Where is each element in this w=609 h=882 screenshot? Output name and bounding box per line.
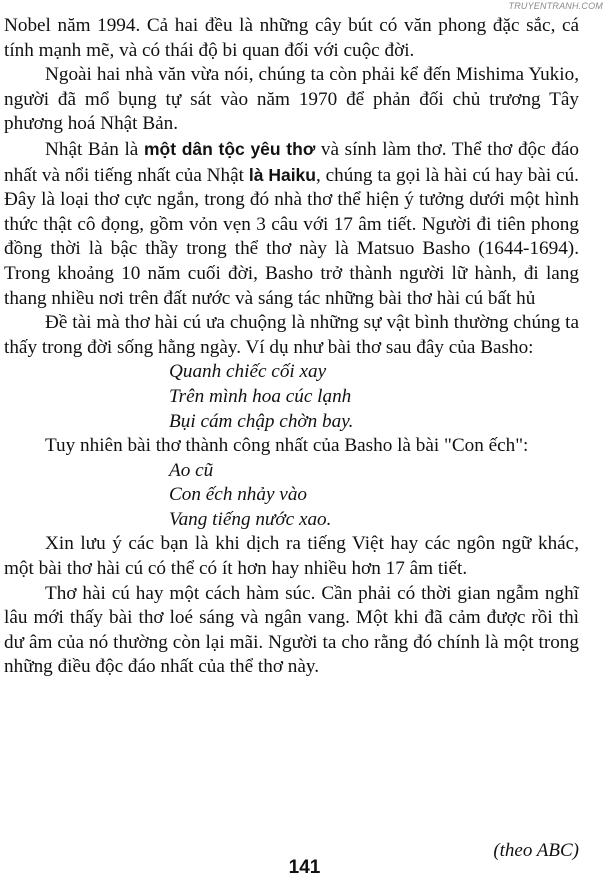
source-citation: (theo ABC) bbox=[493, 840, 579, 861]
poem-con-ech bbox=[169, 459, 579, 533]
paragraph-3-part-e: , chúng ta gọi là hài cú hay bài cú. Đây là loại thơ cực ngắn, trong đó nhà thơ thể hiện ý tưởng dưới một hình thức thật cô đọng, gồm vỏn vẹn 3 câu với 17 âm tiết. Người đi tiên phong đồng thời là bậc thầy trong thể thơ này là Matsuo Basho (1644-1694). Trong khoảng 10 năm cuối đời, Basho trở thành người lữ hành, đi lang thang nhiều nơi trên đất nước và sáng tác những bài thơ hài cú bất hủ bbox=[4, 164, 579, 309]
bold-phrase-dan-toc-yeu-tho: một dân tộc yêu thơ bbox=[143, 138, 316, 159]
paragraph-3 bbox=[4, 137, 579, 311]
paragraph-2: Ngoài hai nhà văn vừa nói, chúng ta còn phải kể đến Mishima Yukio, người đã mổ bụng tự sát vào năm 1970 để phản đối chủ trương Tây phương hoá Nhật Bản. bbox=[4, 64, 579, 135]
watermark: TRUYENTRANH.COM bbox=[508, 1, 603, 11]
paragraph-6: Xin lưu ý các bạn là khi dịch ra tiếng Việt hay các ngôn ngữ khác, một bài thơ hài cú có thể có ít hơn hay nhiều hơn 17 âm tiết. bbox=[4, 533, 579, 580]
page-number: 141 bbox=[288, 857, 321, 878]
paragraph-7: Thơ hài cú hay một cách hàm súc. Cần phải có thời gian ngẫm nghĩ lâu mới thấy bài thơ loé sáng và ngân vang. Một khi đã cảm được rồi thì dư âm của nó thường còn lại mãi. Người ta cho rằng đó chính là một trong những điều độc đáo nhất của thể thơ này. bbox=[4, 582, 579, 678]
poem-line: Bụi cám chập chờn bay. bbox=[169, 410, 354, 432]
paragraph-1: Nobel năm 1994. Cả hai đều là những cây bút có văn phong đặc sắc, cá tính mạnh mẽ, và có thái độ bi quan đối với cuộc đời. bbox=[4, 15, 579, 61]
bold-phrase-haiku: là Haiku bbox=[248, 164, 316, 185]
poem-line: Con ếch nhảy vào bbox=[169, 484, 308, 506]
poem-line: Vang tiếng nước xao. bbox=[169, 508, 332, 530]
poem-quanh-chiec-coi-xay bbox=[169, 360, 579, 434]
poem-line: Ao cũ bbox=[169, 459, 214, 481]
paragraph-3-part-c: và sính làm thơ. Thể thơ độc đáo nhất và nổi tiếng nhất của Nhật bbox=[4, 138, 579, 186]
paragraph-4: Đề tài mà thơ hài cú ưa chuộng là những sự vật bình thường chúng ta thấy trong đời sống hằng ngày. Ví dụ như bài thơ sau đây của Basho: bbox=[4, 312, 579, 358]
poem-line: Trên mình hoa cúc lạnh bbox=[169, 385, 352, 407]
body-text bbox=[4, 14, 579, 680]
paragraph-3-part-a: Nhật Bản là bbox=[45, 138, 144, 160]
paragraph-5: Tuy nhiên bài thơ thành công nhất của Basho là bài "Con ếch": bbox=[45, 435, 529, 457]
poem-line: Quanh chiếc cối xay bbox=[169, 361, 327, 383]
